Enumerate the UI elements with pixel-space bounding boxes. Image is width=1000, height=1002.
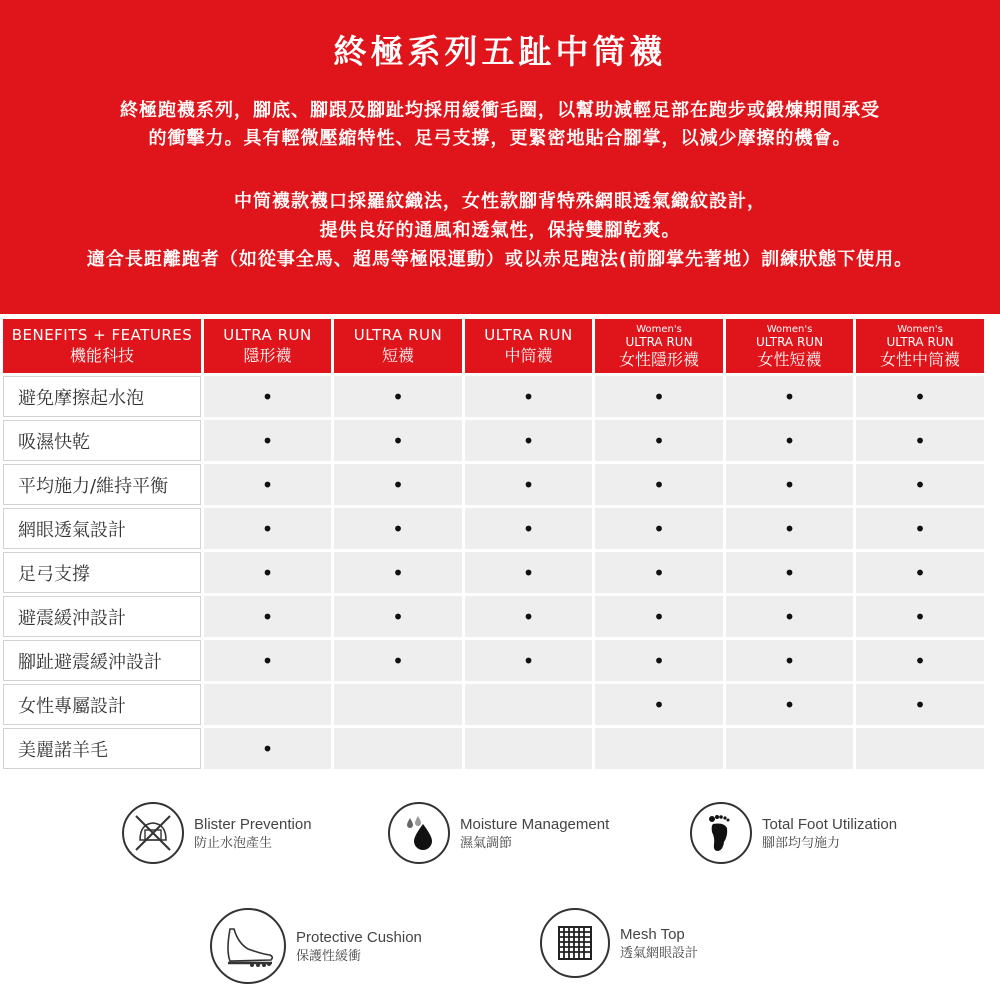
header-line: Women's bbox=[897, 323, 943, 335]
row-label: 平均施力/維持平衡 bbox=[3, 464, 201, 505]
comparison-table bbox=[0, 316, 987, 772]
table-header-row bbox=[3, 319, 984, 373]
foot-cushion-icon bbox=[210, 908, 286, 984]
check-dot: • bbox=[783, 560, 796, 585]
feature-check-cell bbox=[595, 420, 723, 461]
empty-cell bbox=[334, 728, 462, 769]
feature-check-cell bbox=[465, 508, 592, 549]
feature-mesh-top bbox=[540, 908, 698, 978]
description-line: 適合長距離跑者（如從事全馬、超馬等極限運動）或以赤足跑法(前腳掌先著地）訓練狀態下使用。 bbox=[86, 249, 914, 270]
feature-total-foot-utilization bbox=[690, 802, 897, 864]
header-label-zh: 機能科技 bbox=[69, 345, 134, 365]
feature-check-cell bbox=[204, 464, 331, 505]
feature-check-cell bbox=[595, 596, 723, 637]
table-row bbox=[3, 640, 984, 681]
check-dot: • bbox=[392, 516, 404, 541]
check-dot: • bbox=[392, 428, 404, 453]
header-womens-invisible bbox=[595, 319, 723, 373]
feature-title-en: Protective Cushion bbox=[296, 928, 422, 946]
feature-check-cell bbox=[595, 508, 723, 549]
header-line: ULTRA RUN bbox=[223, 326, 312, 345]
feature-moisture-management bbox=[388, 802, 609, 864]
check-dot: • bbox=[261, 384, 274, 409]
check-dot: • bbox=[261, 560, 274, 585]
feature-check-cell bbox=[856, 420, 984, 461]
check-dot: • bbox=[261, 736, 274, 761]
check-dot: • bbox=[653, 472, 665, 497]
header-ultra-run-short bbox=[334, 319, 462, 373]
feature-title-en: Blister Prevention bbox=[194, 815, 312, 833]
feature-check-cell bbox=[465, 640, 592, 681]
row-label: 腳趾避震緩沖設計 bbox=[3, 640, 201, 681]
check-dot: • bbox=[783, 648, 796, 673]
check-dot: • bbox=[783, 692, 796, 717]
feature-check-cell bbox=[334, 420, 462, 461]
check-dot: • bbox=[392, 472, 404, 497]
header-ultra-run-crew bbox=[465, 319, 592, 373]
check-dot: • bbox=[653, 604, 665, 629]
check-dot: • bbox=[261, 604, 274, 629]
feature-check-cell bbox=[726, 508, 853, 549]
feature-check-cell bbox=[726, 552, 853, 593]
header-benefits-features bbox=[3, 319, 201, 373]
feature-title-en: Moisture Management bbox=[460, 815, 610, 833]
check-dot: • bbox=[522, 604, 535, 629]
row-label: 美麗諾羊毛 bbox=[3, 728, 201, 769]
comparison-table-wrapper bbox=[0, 316, 1000, 772]
check-dot: • bbox=[914, 692, 926, 717]
feature-check-cell bbox=[334, 508, 462, 549]
description-line: 中筒襪款襪口採羅紋織法，女性款腳背特殊網眼透氣織紋設計， bbox=[234, 191, 766, 212]
check-dot: • bbox=[392, 604, 404, 629]
check-dot: • bbox=[914, 516, 926, 541]
water-drops-icon bbox=[388, 802, 450, 864]
feature-check-cell bbox=[595, 552, 723, 593]
table-row bbox=[3, 552, 984, 593]
check-dot: • bbox=[914, 472, 926, 497]
row-label: 女性專屬設計 bbox=[3, 684, 201, 725]
feature-check-cell bbox=[204, 508, 331, 549]
table-row bbox=[3, 464, 984, 505]
row-label: 吸濕快乾 bbox=[3, 420, 201, 461]
check-dot: • bbox=[522, 384, 535, 409]
check-dot: • bbox=[392, 648, 404, 673]
row-label: 避免摩擦起水泡 bbox=[3, 376, 201, 417]
header-line: ULTRA RUN bbox=[755, 334, 824, 349]
row-label: 避震緩沖設計 bbox=[3, 596, 201, 637]
feature-check-cell bbox=[465, 552, 592, 593]
empty-cell bbox=[204, 684, 331, 725]
description-line: 終極跑襪系列，腳底、腳跟及腳趾均採用緩衝毛圈，以幫助減輕足部在跑步或鍛煉期間承受 bbox=[120, 100, 880, 121]
feature-title-zh: 保護性緩衝 bbox=[296, 947, 362, 963]
feature-check-cell bbox=[204, 728, 331, 769]
check-dot: • bbox=[783, 428, 796, 453]
table-row bbox=[3, 684, 984, 725]
feature-check-cell bbox=[726, 596, 853, 637]
table-row bbox=[3, 728, 984, 769]
feature-check-cell bbox=[334, 376, 462, 417]
header-banner bbox=[0, 0, 1000, 314]
header-line: ULTRA RUN bbox=[484, 326, 573, 345]
feature-title-zh: 防止水泡產生 bbox=[194, 834, 273, 850]
footprint-icon bbox=[690, 802, 752, 864]
empty-cell bbox=[726, 728, 853, 769]
feature-check-cell bbox=[595, 464, 723, 505]
check-dot: • bbox=[914, 604, 926, 629]
feature-title-en: Mesh Top bbox=[620, 925, 685, 943]
header-label-en: BENEFITS + FEATURES bbox=[11, 326, 193, 345]
check-dot: • bbox=[783, 516, 796, 541]
feature-check-cell bbox=[595, 640, 723, 681]
feature-check-cell bbox=[204, 596, 331, 637]
blister-prevention-icon bbox=[122, 802, 184, 864]
header-line: 中筒襪 bbox=[504, 345, 553, 365]
header-line: 隱形襪 bbox=[243, 345, 292, 365]
header-line: ULTRA RUN bbox=[625, 334, 693, 349]
header-womens-crew bbox=[856, 319, 984, 373]
feature-check-cell bbox=[465, 376, 592, 417]
check-dot: • bbox=[783, 472, 796, 497]
feature-check-cell bbox=[204, 420, 331, 461]
feature-protective-cushion bbox=[210, 908, 422, 984]
description-line: 的衝擊力。具有輕微壓縮特性、足弓支撐，更緊密地貼合腳掌，以減少摩擦的機會。 bbox=[148, 128, 852, 149]
check-dot: • bbox=[653, 648, 665, 673]
feature-check-cell bbox=[465, 420, 592, 461]
check-dot: • bbox=[392, 384, 404, 409]
check-dot: • bbox=[261, 472, 274, 497]
feature-check-cell bbox=[334, 464, 462, 505]
header-ultra-run-invisible bbox=[204, 319, 331, 373]
header-line: 短襪 bbox=[381, 345, 414, 365]
feature-check-cell bbox=[204, 640, 331, 681]
check-dot: • bbox=[783, 604, 796, 629]
feature-check-cell bbox=[204, 376, 331, 417]
empty-cell bbox=[465, 684, 592, 725]
feature-check-cell bbox=[856, 376, 984, 417]
feature-icons bbox=[0, 790, 1000, 1002]
feature-check-cell bbox=[726, 640, 853, 681]
header-womens-short bbox=[726, 319, 853, 373]
mesh-grid-icon bbox=[540, 908, 610, 978]
feature-check-cell bbox=[334, 640, 462, 681]
check-dot: • bbox=[653, 516, 665, 541]
feature-check-cell bbox=[465, 464, 592, 505]
header-line: Women's bbox=[766, 323, 813, 335]
feature-check-cell bbox=[334, 552, 462, 593]
feature-check-cell bbox=[856, 464, 984, 505]
feature-check-cell bbox=[726, 420, 853, 461]
empty-cell bbox=[856, 728, 984, 769]
feature-check-cell bbox=[856, 596, 984, 637]
empty-cell bbox=[334, 684, 462, 725]
check-dot: • bbox=[914, 648, 926, 673]
check-dot: • bbox=[522, 648, 535, 673]
check-dot: • bbox=[653, 428, 665, 453]
check-dot: • bbox=[914, 428, 926, 453]
check-dot: • bbox=[653, 384, 665, 409]
feature-blister-prevention bbox=[122, 802, 312, 864]
feature-check-cell bbox=[856, 640, 984, 681]
header-line: ULTRA RUN bbox=[353, 326, 443, 345]
feature-check-cell bbox=[856, 552, 984, 593]
page-title: 終極系列五趾中筒襪 bbox=[333, 32, 667, 71]
table-row bbox=[3, 376, 984, 417]
header-line: 女性中筒襪 bbox=[879, 349, 960, 369]
check-dot: • bbox=[392, 560, 404, 585]
feature-title-en: Total Foot Utilization bbox=[762, 815, 898, 833]
feature-check-cell bbox=[334, 596, 462, 637]
empty-cell bbox=[595, 728, 723, 769]
feature-check-cell bbox=[595, 684, 723, 725]
description-line: 提供良好的通風和透氣性，保持雙腳乾爽。 bbox=[319, 220, 681, 241]
feature-check-cell bbox=[726, 684, 853, 725]
check-dot: • bbox=[783, 384, 796, 409]
check-dot: • bbox=[522, 560, 535, 585]
header-line: 女性短襪 bbox=[757, 349, 822, 369]
check-dot: • bbox=[261, 516, 274, 541]
check-dot: • bbox=[522, 472, 535, 497]
table-row bbox=[3, 508, 984, 549]
row-label: 足弓支撐 bbox=[3, 552, 201, 593]
header-line: Women's bbox=[636, 323, 682, 335]
table-row bbox=[3, 420, 984, 461]
feature-check-cell bbox=[465, 596, 592, 637]
header-line: ULTRA RUN bbox=[886, 334, 954, 349]
feature-check-cell bbox=[856, 508, 984, 549]
check-dot: • bbox=[653, 692, 665, 717]
feature-title-zh: 濕氣調節 bbox=[460, 834, 513, 850]
feature-title-zh: 透氣網眼設計 bbox=[620, 944, 699, 960]
header-line: 女性隱形襪 bbox=[618, 349, 699, 369]
feature-title-zh: 腳部均勻施力 bbox=[762, 834, 841, 850]
table-row bbox=[3, 596, 984, 637]
row-label: 網眼透氣設計 bbox=[3, 508, 201, 549]
check-dot: • bbox=[914, 384, 926, 409]
check-dot: • bbox=[261, 428, 274, 453]
check-dot: • bbox=[261, 648, 274, 673]
check-dot: • bbox=[914, 560, 926, 585]
check-dot: • bbox=[522, 516, 535, 541]
feature-check-cell bbox=[204, 552, 331, 593]
empty-cell bbox=[465, 728, 592, 769]
check-dot: • bbox=[522, 428, 535, 453]
feature-check-cell bbox=[856, 684, 984, 725]
feature-check-cell bbox=[726, 464, 853, 505]
feature-check-cell bbox=[726, 376, 853, 417]
feature-check-cell bbox=[595, 376, 723, 417]
check-dot: • bbox=[653, 560, 665, 585]
table-body bbox=[3, 376, 984, 769]
